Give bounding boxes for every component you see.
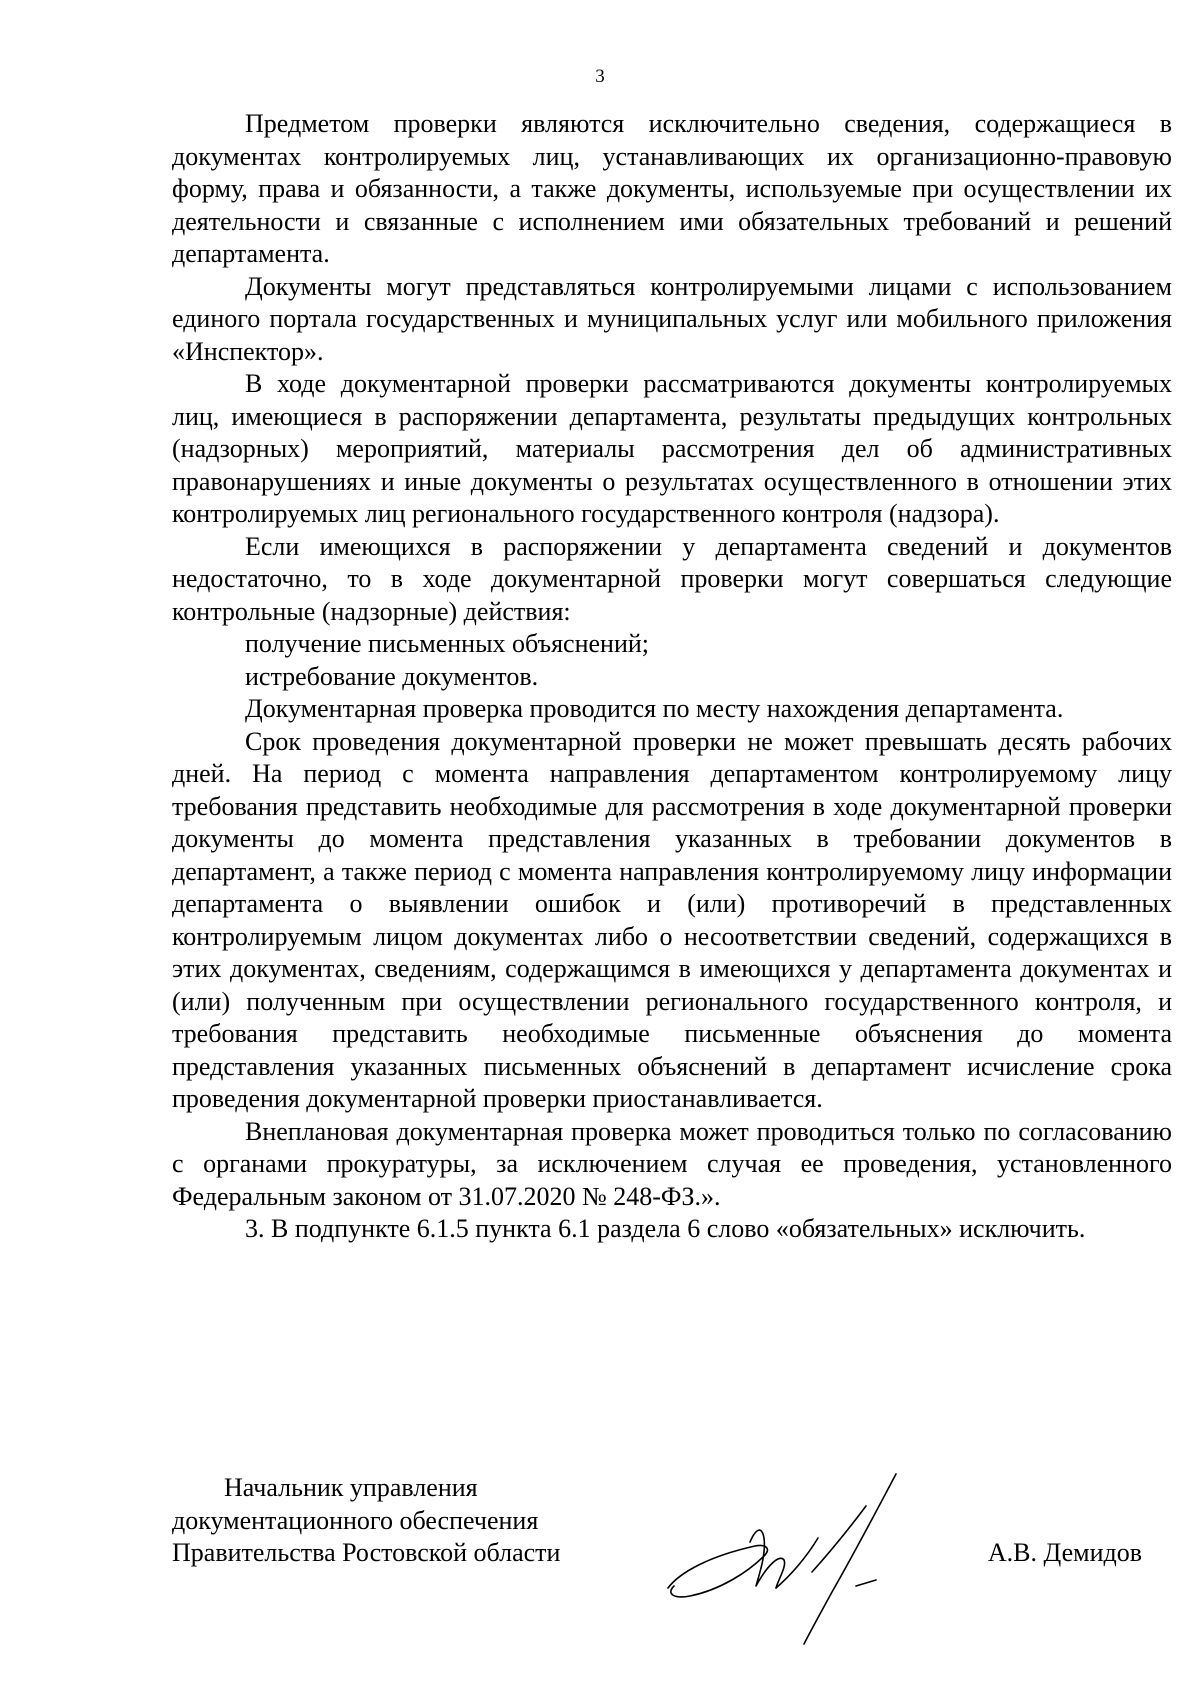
page-number: 3 (595, 66, 605, 87)
paragraph-amendment-3: 3. В подпункте 6.1.5 пункта 6.1 раздела 6 слово «обязательных» исключить. (245, 1214, 1086, 1243)
paragraph-documents-reviewed: В ходе документарной проверки рассматриваются документы контролируемых лиц, имеющиеся в распоряжении департамента, результаты предыдущих контрольных (надзорных) мероприятий, материалы рассмотрения дел об административных правонарушениях и иные документы о результатах осуществленного в отношении этих контролируемых лиц регионального государственного контроля (надзора). (172, 369, 1172, 528)
paragraph-unscheduled-inspection: Внеплановая документарная проверка может проводиться только по согласованию с органами прокуратуры, за исключением случая ее проведения, установленного Федеральным законом от 31.07.2020 № 248-ФЗ.». (172, 1116, 1172, 1211)
signatory-title-line: документационного обеспечения (172, 1505, 539, 1535)
signatory-title-line: Правительства Ростовской области (172, 1538, 561, 1567)
list-item-document-request: истребование документов. (245, 661, 539, 691)
signatory-title (172, 1472, 560, 1570)
paragraph-inspection-location: Документарная проверка проводится по месту нахождения департамента. (245, 694, 1064, 723)
paragraph-documents-submission: Документы могут представляться контролируемыми лицами с использованием единого портала государственных и муниципальных услуг или мобильного приложения «Инспектор». (172, 271, 1172, 366)
paragraph-insufficient-information: Если имеющихся в распоряжении у департамента сведений и документов недостаточно, то в ходе документарной проверки могут совершаться следующие контрольные (надзорные) действия: (172, 531, 1172, 626)
paragraph-subject-of-inspection: Предметом проверки являются исключительно сведения, содержащиеся в документах контролируемых лиц, устанавливающих их организационно-правовую форму, права и обязанности, а также документы, используемые при осуществлении их деятельности и связанные с исполнением ими обязательных требований и решений департамента. (172, 109, 1172, 268)
signatory-name: А.В. Демидов (987, 1538, 1142, 1567)
handwritten-signature (660, 1468, 920, 1648)
paragraph-inspection-duration: Срок проведения документарной проверки не может превышать десять рабочих дней. На период с момента направления департаментом контролируемому лицу требования представить необходимые для рассмотрения в ходе документарной проверки документы до момента представления указанных в требовании документов в департамент, а также период с момента направления контролируемому лицу информации департамента о выявлении ошибок и (или) противоречий в представленных контролируемым лицом документах либо о несоответствии сведений, содержащихся в этих документах, сведениям, содержащимся в имеющихся у департамента документах и (или) полученным при осуществлении регионального государственного контроля, и требования представить необходимые письменные объяснения до момента представления указанных письменных объяснений в департамент исчисление срока проведения документарной проверки приостанавливается. (172, 726, 1172, 1113)
signature-block (172, 1472, 1172, 1642)
document-body (172, 108, 1172, 1246)
list-item-written-explanations: получение письменных объяснений; (245, 629, 649, 658)
signatory-title-line: Начальник управления (224, 1473, 478, 1502)
